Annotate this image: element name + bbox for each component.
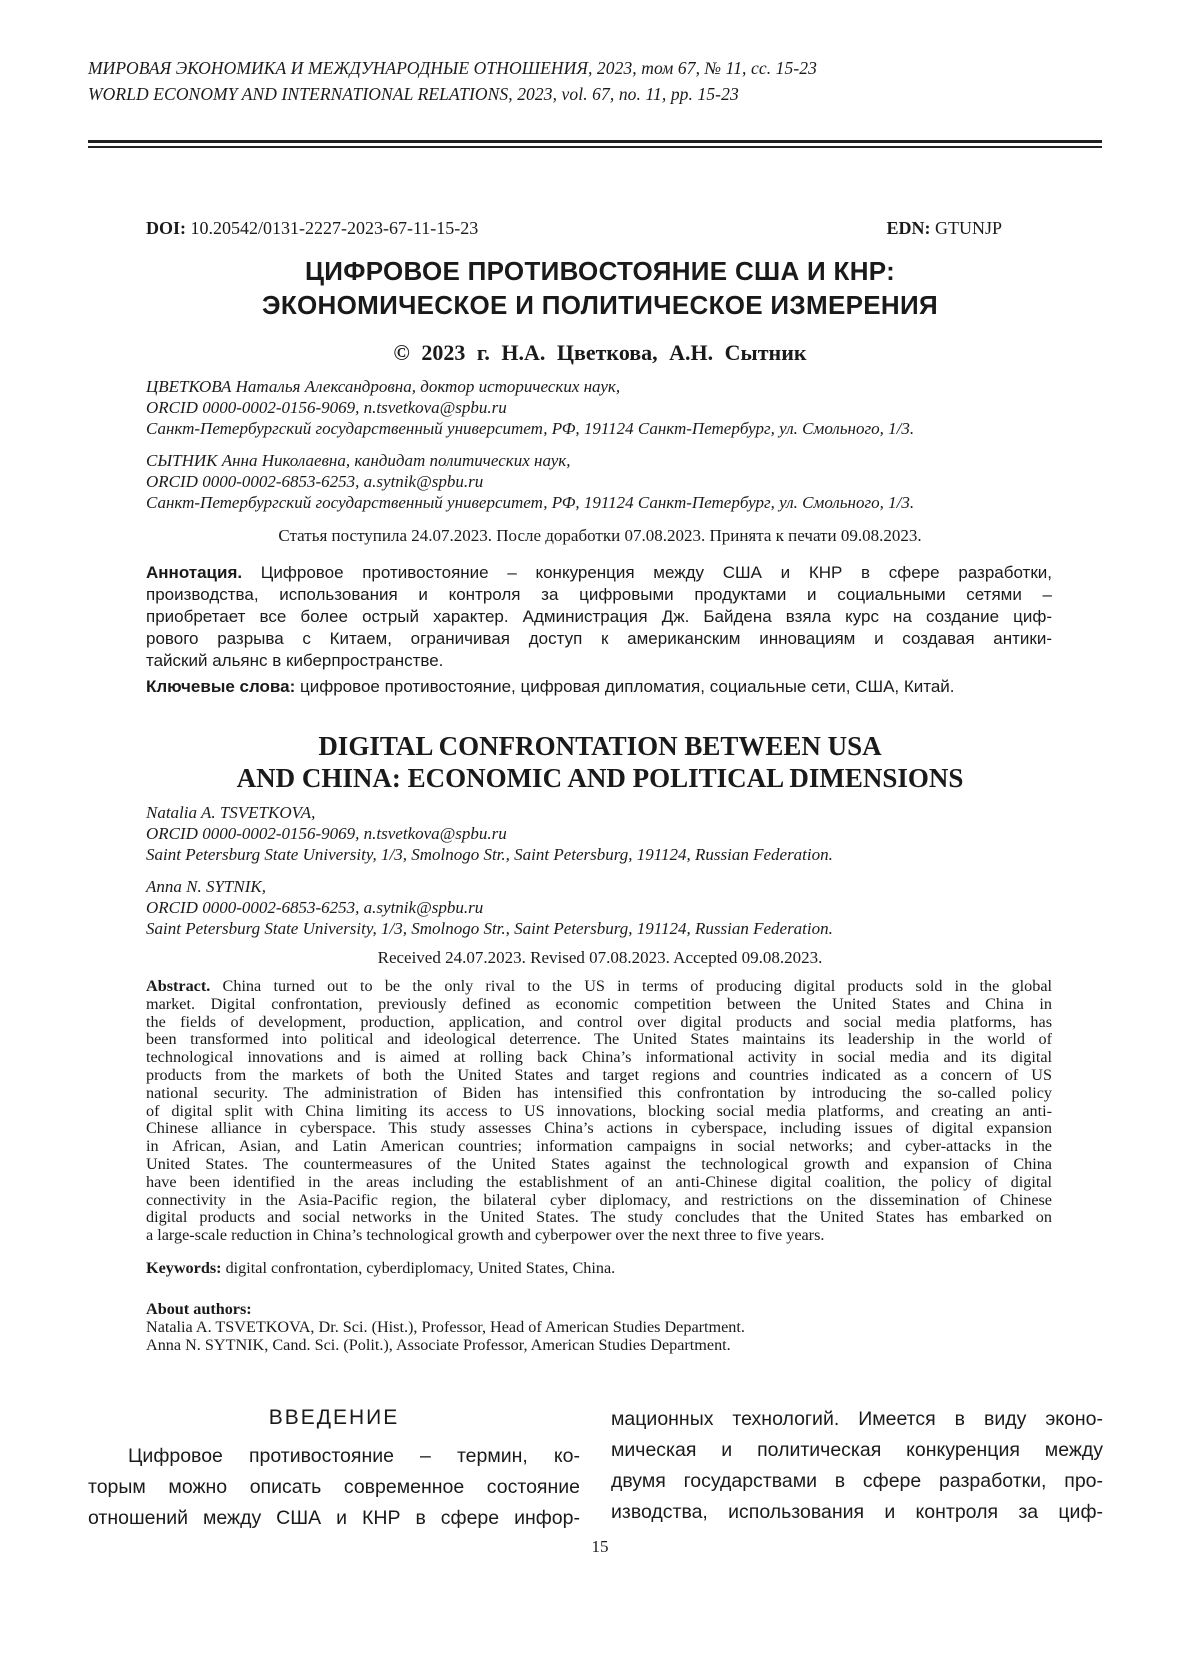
abstract-ru-line: приобретает все более острый характер. Администрация Дж. Байдена взяла курс на создание циф- (146, 607, 1052, 626)
dates-en: Received 24.07.2023. Revised 07.08.2023. Accepted 09.08.2023. (377, 948, 823, 967)
abstract-en-line: have been identified in the areas including the establishment of an anti-Chinese digital coalition, the policy of digital (146, 1172, 1052, 1191)
abstract-en-line: the fields of development, production, application, and control over digital products and social media platforms, has (146, 1012, 1052, 1031)
abstract-en-line: of digital split with China limiting its access to US innovations, blocking social media platforms, and creating an anti- (146, 1101, 1052, 1120)
keywords-ru (146, 676, 1052, 698)
doi-label: DOI: (146, 218, 186, 238)
body-line: изводства, использования и контроля за циф- (611, 1501, 1103, 1523)
title-en-line-2: AND CHINA: ECONOMIC AND POLITICAL DIMENSIONS (236, 763, 964, 793)
abstract-en-line: Chinese alliance in cyberspace. This study assesses China’s actions in cyberspace, including issues of digital expansion (146, 1119, 1052, 1138)
title-ru-line-1: ЦИФРОВОЕ ПРОТИВОСТОЯНИЕ США И КНР: (304, 256, 896, 286)
author-1-en-orcid[interactable]: ORCID 0000-0002-0156-9069, n.tsvetkova@spbu.ru (146, 824, 507, 843)
about-author-1: Natalia A. TSVETKOVA, Dr. Sci. (Hist.), Professor, Head of American Studies Department. (146, 1318, 745, 1336)
body-line: Цифровое противостояние – термин, ко- (128, 1445, 580, 1467)
abstract-en-line: been transformed into political and ideological deterrence. The United States maintains its leadership in the world of (146, 1030, 1052, 1049)
body-line: торым можно описать современное состояние (88, 1476, 580, 1498)
body-line: отношений между США и КНР в сфере инфор- (88, 1507, 580, 1529)
page-number: 15 (591, 1537, 609, 1556)
body-line: мическая и политическая конкуренция между (611, 1439, 1103, 1461)
doi (146, 218, 478, 239)
abstract-ru-line: Цифровое противостояние – конкуренция между США и КНР в сфере разработки, (242, 563, 1052, 582)
abstract-ru-line: рового разрыва с Китаем, ограничивая доступ к американским инновациям и создавая антики- (146, 629, 1052, 648)
abstract-en-line: a large-scale reduction in China’s technological growth and cyberpower over the next three to five years. (146, 1226, 825, 1245)
abstract-en-line: national security. The administration of Biden has intensified this confrontation by introducing the so-called policy (146, 1083, 1052, 1102)
abstract-ru-line: тайский альянс в киберпространстве. (146, 651, 444, 670)
abstract-en-line: products from the markets of both the United States and target regions and countries indicated as a concern of US (146, 1065, 1052, 1084)
abstract-en-line: China turned out to be the only rival to the US in terms of producing digital products sold in the global (210, 977, 1052, 995)
title-en-line-1: DIGITAL CONFRONTATION BETWEEN USA (318, 731, 882, 761)
about-authors (146, 1300, 745, 1354)
abstract-ru (146, 562, 1052, 672)
author-2-en-orcid[interactable]: ORCID 0000-0002-6853-6253, a.sytnik@spbu.ru (146, 898, 484, 917)
abstract-ru-label: Аннотация. (146, 563, 243, 582)
author-1-en-affiliation: Saint Petersburg State University, 1/3, Smolnogo Str., Saint Petersburg, 191124, Russian Federation. (146, 845, 833, 864)
abstract-en-line: connectivity in the Asia-Pacific region, the bilateral cyber diplomacy, and restrictions on the dissemination of Chinese (146, 1190, 1052, 1209)
author-1-ru (146, 376, 914, 439)
abstract-en-label: Abstract. (146, 977, 211, 995)
abstract-en-line: United States. The countermeasures of the United States against the technological growth and expansion of China (146, 1154, 1052, 1173)
author-2-ru-orcid[interactable]: ORCID 0000-0002-6853-6253, a.sytnik@spbu.ru (146, 472, 484, 491)
author-2-ru-affiliation: Санкт-Петербургский государственный университет, РФ, 191124 Санкт-Петербург, ул. Смольного, 1/3. (146, 493, 915, 512)
keywords-ru-label: Ключевые слова: (146, 677, 296, 696)
author-1-ru-orcid[interactable]: ORCID 0000-0002-0156-9069, n.tsvetkova@spbu.ru (146, 398, 507, 417)
edn (886, 218, 1002, 239)
keywords-ru-text: цифровое противостояние, цифровая дипломатия, социальные сети, США, Китай. (295, 677, 955, 696)
about-authors-label: About authors: (146, 1300, 252, 1318)
body-column-left (88, 1441, 580, 1534)
body-column-right (611, 1404, 1103, 1528)
author-1-ru-affiliation: Санкт-Петербургский государственный университет, РФ, 191124 Санкт-Петербург, ул. Смольного, 1/3. (146, 419, 915, 438)
title-ru-line-2: ЭКОНОМИЧЕСКОЕ И ПОЛИТИЧЕСКОЕ ИЗМЕРЕНИЯ (262, 290, 938, 320)
author-2-en (146, 876, 833, 939)
author-2-ru-name: СЫТНИК Анна Николаевна, кандидат политических наук, (146, 451, 571, 470)
author-1-en (146, 802, 833, 865)
section-title: ВВЕДЕНИЕ (268, 1406, 400, 1429)
abstract-en-line: in African, Asian, and Latin American countries; information campaigns in social networks; and cyber-attacks in the (146, 1137, 1052, 1156)
edn-value: GTUNJP (930, 218, 1002, 238)
journal-header-en: WORLD ECONOMY AND INTERNATIONAL RELATIONS, 2023, vol. 67, no. 11, pp. 15-23 (88, 84, 739, 104)
author-1-ru-name: ЦВЕТКОВА Наталья Александровна, доктор исторических наук, (146, 377, 621, 396)
body-line: мационных технологий. Имеется в виду эконо- (611, 1408, 1103, 1430)
keywords-en-label: Keywords: (146, 1259, 222, 1277)
author-2-en-affiliation: Saint Petersburg State University, 1/3, Smolnogo Str., Saint Petersburg, 191124, Russian Federation. (146, 919, 833, 938)
keywords-en-text: digital confrontation, cyberdiplomacy, United States, China. (221, 1259, 616, 1277)
body-line: двумя государствами в сфере разработки, про- (611, 1470, 1103, 1492)
abstract-en (146, 978, 1052, 1245)
abstract-en-line: market. Digital confrontation, previously defined as economic competition between the United States and China in (146, 994, 1052, 1013)
header-rule-top (88, 140, 1102, 143)
abstract-en-line: technological innovations and is aimed at rolling back China’s informational activity in social media and its digital (146, 1048, 1052, 1067)
journal-header-ru: МИРОВАЯ ЭКОНОМИКА И МЕЖДУНАРОДНЫЕ ОТНОШЕНИЯ, 2023, том 67, № 11, сс. 15-23 (88, 58, 818, 78)
header-rule-bottom (88, 146, 1102, 148)
dates-ru: Статья поступила 24.07.2023. После доработки 07.08.2023. Принята к печати 09.08.2023. (278, 526, 922, 545)
author-1-en-name: Natalia A. TSVETKOVA, (146, 803, 316, 822)
keywords-en (146, 1260, 1052, 1278)
author-2-ru (146, 450, 914, 513)
byline: © 2023 г. Н.А. Цветкова, А.Н. Сытник (393, 340, 807, 365)
edn-label: EDN: (886, 218, 931, 238)
doi-value[interactable]: 10.20542/0131-2227-2023-67-11-15-23 (186, 218, 479, 238)
author-2-en-name: Anna N. SYTNIK, (146, 877, 266, 896)
about-author-2: Anna N. SYTNIK, Cand. Sci. (Polit.), Associate Professor, American Studies Department. (146, 1336, 731, 1354)
abstract-en-line: digital products and social networks in the United States. The study concludes that the United States has embarked on (146, 1208, 1052, 1227)
abstract-ru-line: производства, использования и контроля за цифровыми продуктами и социальными сетями – (146, 585, 1052, 604)
